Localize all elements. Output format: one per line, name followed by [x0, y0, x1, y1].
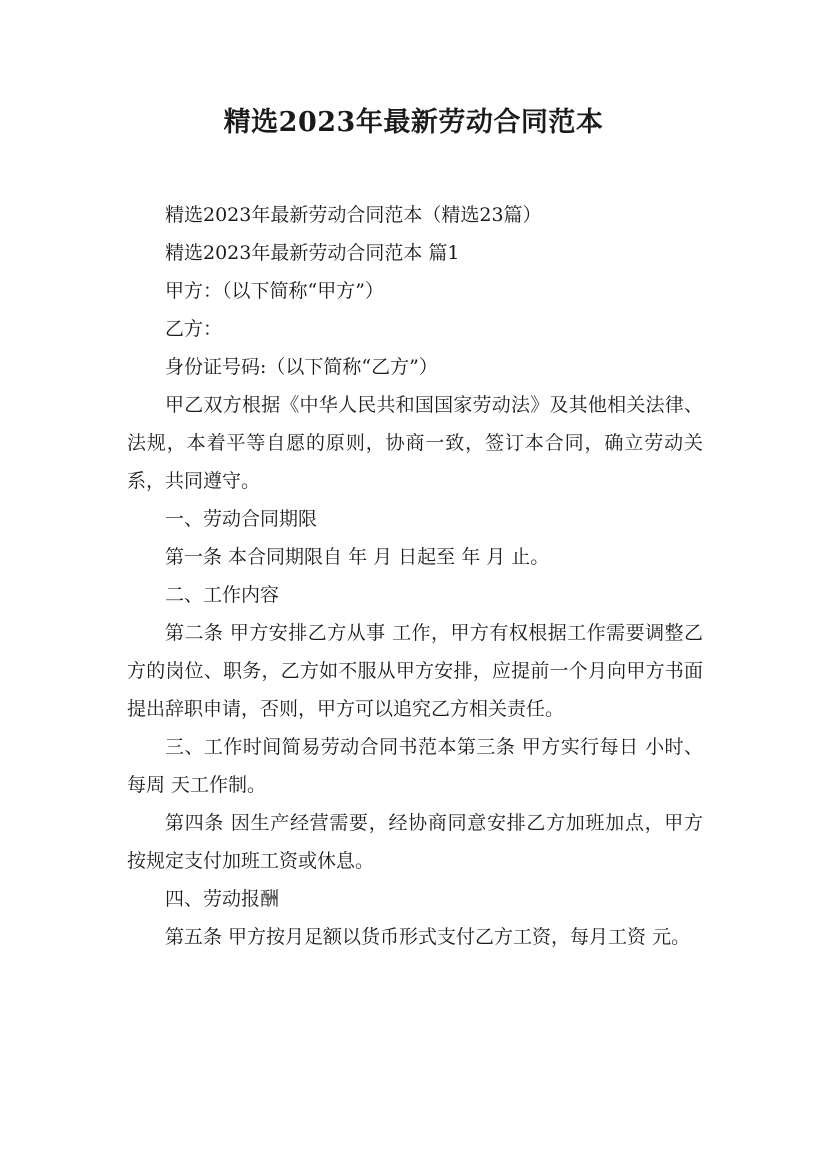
paragraph-article-2: 第二条 甲方安排乙方从事 工作，甲方有权根据工作需要调整乙方的岗位、职务，乙方如不服从甲方安排，应提前一个月向甲方书面提出辞职申请，否则，甲方可以追究乙方相关责任。 [127, 622, 703, 720]
paragraph-article-5: 第五条 甲方按月足额以货币形式支付乙方工资，每月工资 元。 [165, 926, 691, 948]
paragraph-article-3: 三、工作时间简易劳动合同书范本第三条 甲方实行每日 小时、每周 天工作制。 [127, 736, 703, 796]
paragraph-heading-term: 一、劳动合同期限 [165, 508, 318, 530]
document-title: 精选2023年最新劳动合同范本 [223, 107, 604, 138]
paragraph-heading-pay: 四、劳动报酬 [165, 888, 280, 910]
paragraph-heading-work: 二、工作内容 [165, 584, 280, 606]
paragraph-article-1: 第一条 本合同期限自 年 月 日起至 年 月 止。 [165, 546, 550, 568]
paragraph-preamble: 甲乙双方根据《中华人民共和国国家劳动法》及其他相关法律、法规，本着平等自愿的原则，协商一致，签订本合同，确立劳动关系，共同遵守。 [127, 394, 703, 492]
paragraph-id-number: 身份证号码:（以下简称“乙方”） [165, 356, 438, 378]
paragraph-article-4: 第四条 因生产经营需要，经协商同意安排乙方加班加点，甲方按规定支付加班工资或休息。 [127, 812, 703, 872]
paragraph-party-b: 乙方： [165, 318, 223, 340]
document-body [127, 196, 703, 956]
paragraph-collection-heading: 精选2023年最新劳动合同范本（精选23篇） [165, 204, 542, 226]
paragraph-party-a: 甲方：（以下简称“甲方”） [165, 280, 384, 302]
paragraph-section-heading: 精选2023年最新劳动合同范本 篇1 [165, 242, 460, 264]
